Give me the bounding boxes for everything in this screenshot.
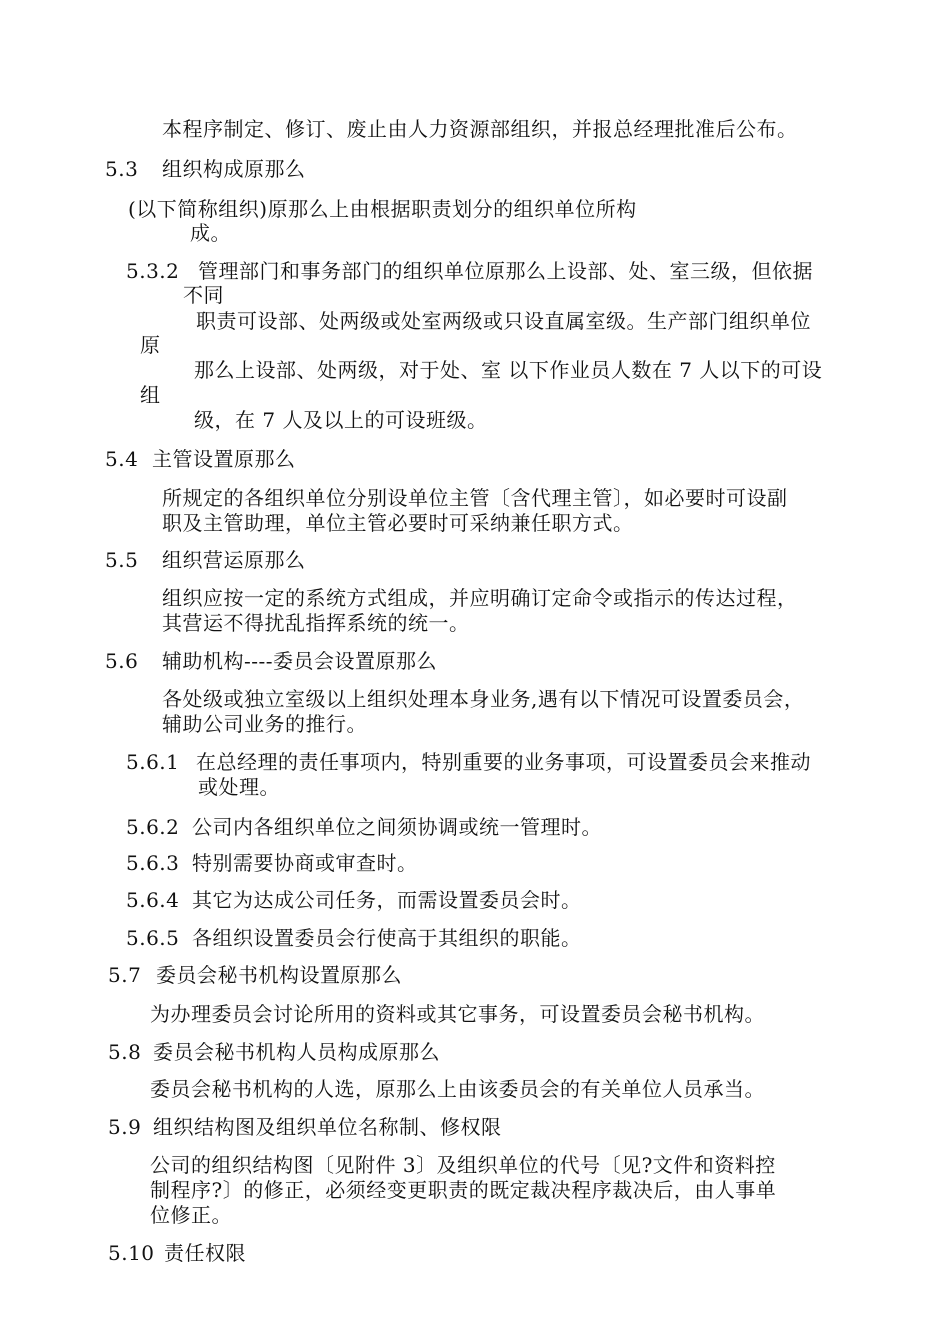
section-number: 5.9 bbox=[108, 1115, 142, 1139]
section-number: 5.7 bbox=[108, 963, 142, 987]
subsection-text: 公司内各组织单位之间须协调或统一管理时。 bbox=[192, 815, 602, 839]
body-line: 组织应按一定的系统方式组成，并应明确订定命令或指示的传达过程， bbox=[162, 586, 798, 610]
subsection-5-6-3 bbox=[126, 850, 418, 876]
section-title: 责任权限 bbox=[164, 1241, 246, 1265]
body-line: 职责可设部、处两级或处室两级或只设直属室级。生产部门组织单位 bbox=[196, 309, 811, 333]
section-5-10-heading bbox=[108, 1240, 246, 1266]
section-title: 组织结构图及组织单位名称制、修权限 bbox=[153, 1115, 502, 1139]
section-title: 辅助机构----委员会设置原那么 bbox=[162, 649, 438, 673]
section-title: 委员会秘书机构人员构成原那么 bbox=[153, 1040, 440, 1064]
subsection-5-6-1 bbox=[126, 749, 811, 775]
section-title: 组织构成原那么 bbox=[162, 157, 306, 181]
subsection-5-6-2 bbox=[126, 814, 602, 840]
body-line: 制程序?〕的修正，必须经变更职责的既定裁决程序裁决后，由人事单 bbox=[150, 1178, 777, 1202]
body-line: 或处理。 bbox=[198, 775, 280, 799]
body-line: 不同 bbox=[183, 283, 224, 307]
subsection-text: 管理部门和事务部门的组织单位原那么上设部、处、室三级，但依据 bbox=[198, 259, 813, 283]
section-title: 委员会秘书机构设置原那么 bbox=[156, 963, 402, 987]
body-line: (以下简称组织)原那么上由根据职责划分的组织单位所构 bbox=[128, 197, 637, 221]
subsection-text: 在总经理的责任事项内，特别重要的业务事项，可设置委员会来推动 bbox=[196, 750, 811, 774]
subsection-5-6-5 bbox=[126, 925, 582, 951]
section-number: 5.6.1 bbox=[126, 750, 180, 774]
body-line: 所规定的各组织单位分别设单位主管〔含代理主管〕，如必要时可设副 bbox=[162, 486, 788, 510]
body-line: 委员会秘书机构的人选，原那么上由该委员会的有关单位人员承当。 bbox=[150, 1077, 765, 1101]
body-line: 公司的组织结构图〔见附件 3〕及组织单位的代号〔见?文件和资料控 bbox=[150, 1153, 776, 1177]
section-number: 5.3 bbox=[105, 157, 139, 181]
subsection-text: 其它为达成公司任务，而需设置委员会时。 bbox=[192, 888, 582, 912]
body-line: 级，在 7 人及以上的可设班级。 bbox=[194, 408, 488, 432]
subsection-5-6-4 bbox=[126, 887, 582, 913]
body-line: 为办理委员会讨论所用的资料或其它事务，可设置委员会秘书机构。 bbox=[150, 1002, 765, 1026]
section-number: 5.10 bbox=[108, 1241, 155, 1265]
section-number: 5.6 bbox=[105, 649, 139, 673]
body-line: 位修正。 bbox=[150, 1203, 232, 1227]
section-5-5-heading bbox=[105, 547, 306, 573]
body-line: 组 bbox=[140, 383, 161, 407]
section-5-8-heading bbox=[108, 1039, 440, 1065]
body-line: 其营运不得扰乱指挥系统的统一。 bbox=[162, 611, 470, 635]
section-number: 5.8 bbox=[108, 1040, 142, 1064]
section-5-9-heading bbox=[108, 1114, 502, 1140]
section-5-3-heading bbox=[105, 156, 306, 182]
section-5-6-heading bbox=[105, 648, 437, 674]
section-number: 5.5 bbox=[105, 548, 139, 572]
body-line: 职及主管助理，单位主管必要时可采纳兼任职方式。 bbox=[162, 511, 634, 535]
section-number: 5.3.2 bbox=[126, 259, 180, 283]
body-line: 成。 bbox=[190, 221, 231, 245]
intro-line: 本程序制定、修订、废止由人力资源部组织，并报总经理批准后公布。 bbox=[162, 117, 798, 141]
section-5-4-heading bbox=[105, 446, 296, 472]
body-line: 辅助公司业务的推行。 bbox=[162, 712, 367, 736]
subsection-text: 特别需要协商或审查时。 bbox=[192, 851, 418, 875]
body-line: 原 bbox=[140, 333, 161, 357]
body-line: 那么上设部、处两级，对于处、室 以下作业员人数在 7 人以下的可设 bbox=[194, 358, 823, 382]
section-number: 5.6.5 bbox=[126, 926, 180, 950]
section-number: 5.4 bbox=[105, 447, 139, 471]
section-title: 主管设置原那么 bbox=[152, 447, 296, 471]
section-number: 5.6.3 bbox=[126, 851, 180, 875]
section-5-7-heading bbox=[108, 962, 402, 988]
body-line: 各处级或独立室级以上组织处理本身业务,遇有以下情况可设置委员会， bbox=[162, 687, 805, 711]
section-number: 5.6.4 bbox=[126, 888, 180, 912]
subsection-text: 各组织设置委员会行使高于其组织的职能。 bbox=[192, 926, 582, 950]
section-number: 5.6.2 bbox=[126, 815, 180, 839]
section-title: 组织营运原那么 bbox=[162, 548, 306, 572]
subsection-5-3-2 bbox=[126, 258, 813, 284]
